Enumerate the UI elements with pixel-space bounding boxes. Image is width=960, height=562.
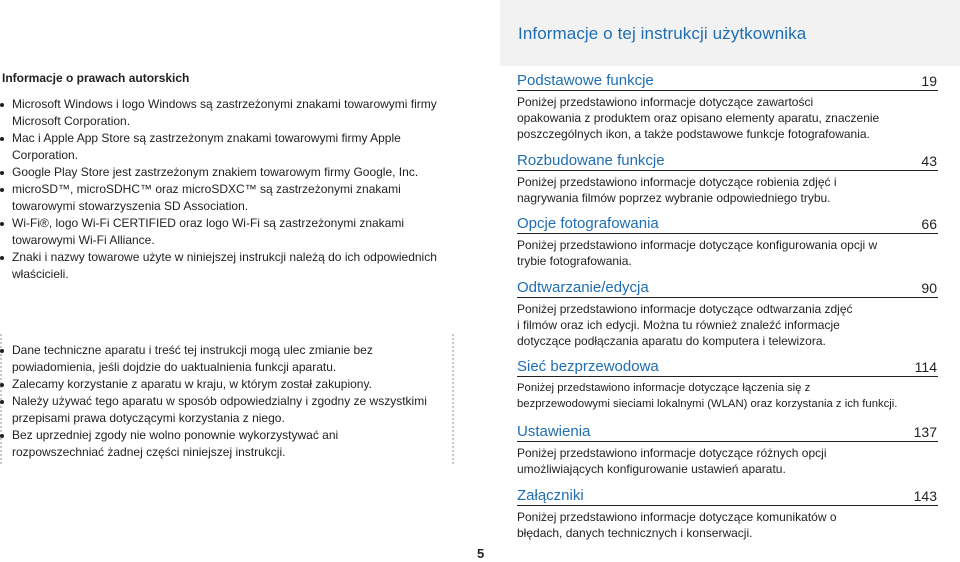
bullet-icon	[0, 256, 4, 260]
toc-entry-description: Poniżej przedstawiono informacje dotyczące zawartości opakowania z produktem oraz opisano elementy aparatu, znaczenie poszczególnych ikon, a także podstawowe funkcje fotografowania.	[517, 95, 880, 141]
toc-entry-description: Poniżej przedstawiono informacje dotyczące robienia zdjęć i nagrywania filmów poprzez wybranie odpowiedniego trybu.	[517, 175, 837, 205]
toc-entry-page: 66	[921, 216, 937, 232]
list-item: Należy używać tego aparatu w sposób odpowiedzialny i zgodny ze wszystkimi przepisami prawa dotyczącymi korzystania z niego.	[12, 393, 467, 427]
toc-entry-description: Poniżej przedstawiono informacje dotyczące łączenia się z bezprzewodowymi sieciami lokalnymi (WLAN) oraz korzystania z ich funkcji.	[517, 382, 898, 410]
bullet-icon	[0, 383, 4, 387]
bullet-icon	[0, 222, 4, 226]
list-item: microSD™, microSDHC™ oraz microSDXC™ są zastrzeżonymi znakami towarowymi stowarzyszenia SD Association.	[12, 181, 467, 215]
bullet-icon	[0, 434, 4, 438]
bullet-icon	[0, 188, 4, 192]
toc-entry-page: 43	[921, 153, 937, 169]
toc-entry-header	[517, 487, 938, 506]
toc-entry-extended-functions[interactable]	[517, 152, 938, 206]
toc-entry-title[interactable]: Podstawowe funkcje	[517, 72, 654, 89]
toc-entry-header	[517, 152, 938, 171]
toc-entry-page: 137	[913, 424, 937, 440]
toc-entry-description: Poniżej przedstawiono informacje dotyczące odtwarzania zdjęć i filmów oraz ich edycji. Można tu również znaleźć informacje dotyczące podłączania aparatu do komputera i telewizora.	[517, 302, 853, 348]
toc-entry-header	[517, 72, 938, 91]
list-item: Google Play Store jest zastrzeżonym znakiem towarowym firmy Google, Inc.	[12, 164, 467, 181]
list-item: Mac i Apple App Store są zastrzeżonym znakami towarowymi firmy Apple Corporation.	[12, 130, 467, 164]
toc-entry-header	[517, 423, 938, 442]
toc-entry-page: 143	[913, 488, 937, 504]
page-number: 5	[477, 546, 485, 561]
copyright-heading: Informacje o prawach autorskich	[2, 71, 190, 85]
toc-entry-wireless-network[interactable]	[517, 358, 938, 412]
list-item: Bez uprzedniej zgody nie wolno ponownie wykorzystywać ani rozpowszechniać żadnej części niniejszej instrukcji.	[12, 427, 467, 461]
notes-list	[12, 342, 467, 461]
toc-entry-playback-editing[interactable]	[517, 279, 938, 349]
bullet-icon	[0, 349, 4, 353]
toc-entry-appendix[interactable]	[517, 487, 938, 541]
page-title: Informacje o tej instrukcji użytkownika	[518, 24, 807, 43]
toc-entry-page: 114	[914, 359, 937, 375]
toc-entry-page: 90	[921, 280, 937, 296]
toc-entry-title[interactable]: Opcje fotografowania	[517, 215, 659, 232]
toc-entry-header	[517, 358, 938, 377]
toc-entry-title[interactable]: Odtwarzanie/edycja	[517, 279, 649, 296]
toc-entry-settings[interactable]	[517, 423, 938, 477]
list-item: Zalecamy korzystanie z aparatu w kraju, w którym został zakupiony.	[12, 376, 467, 393]
toc-entry-title[interactable]: Załączniki	[517, 487, 584, 504]
toc-entry-description: Poniżej przedstawiono informacje dotyczące różnych opcji umożliwiających konfigurowanie ustawień aparatu.	[517, 446, 827, 476]
toc-entry-page: 19	[921, 73, 937, 89]
list-item: Wi-Fi®, logo Wi-Fi CERTIFIED oraz logo Wi-Fi są zastrzeżonymi znakami towarowymi Wi-Fi Alliance.	[12, 215, 467, 249]
toc-entry-title[interactable]: Rozbudowane funkcje	[517, 152, 665, 169]
bullet-icon	[0, 137, 4, 141]
toc-entry-basic-functions[interactable]	[517, 72, 938, 142]
list-item: Znaki i nazwy towarowe użyte w niniejszej instrukcji należą do ich odpowiednich właścicieli.	[12, 249, 467, 283]
toc-entry-title[interactable]: Sieć bezprzewodowa	[517, 358, 659, 375]
toc-entry-header	[517, 279, 938, 298]
bullet-icon	[0, 400, 4, 404]
toc-entry-shooting-options[interactable]	[517, 215, 938, 269]
toc-entry-description: Poniżej przedstawiono informacje dotyczące konfigurowania opcji w trybie fotografowania.	[517, 238, 878, 268]
bullet-icon	[0, 103, 4, 107]
toc-entry-header	[517, 215, 938, 234]
list-item: Microsoft Windows i logo Windows są zastrzeżonymi znakami towarowymi firmy Microsoft Corporation.	[12, 96, 467, 130]
bullet-icon	[0, 171, 4, 175]
copyright-list	[12, 96, 467, 283]
list-item: Dane techniczne aparatu i treść tej instrukcji mogą ulec zmianie bez powiadomienia, jeśli dojdzie do uaktualnienia funkcji aparatu.	[12, 342, 467, 376]
toc-entry-description: Poniżej przedstawiono informacje dotyczące komunikatów o błędach, danych technicznych i konserwacji.	[517, 510, 837, 540]
toc-entry-title[interactable]: Ustawienia	[517, 423, 591, 440]
